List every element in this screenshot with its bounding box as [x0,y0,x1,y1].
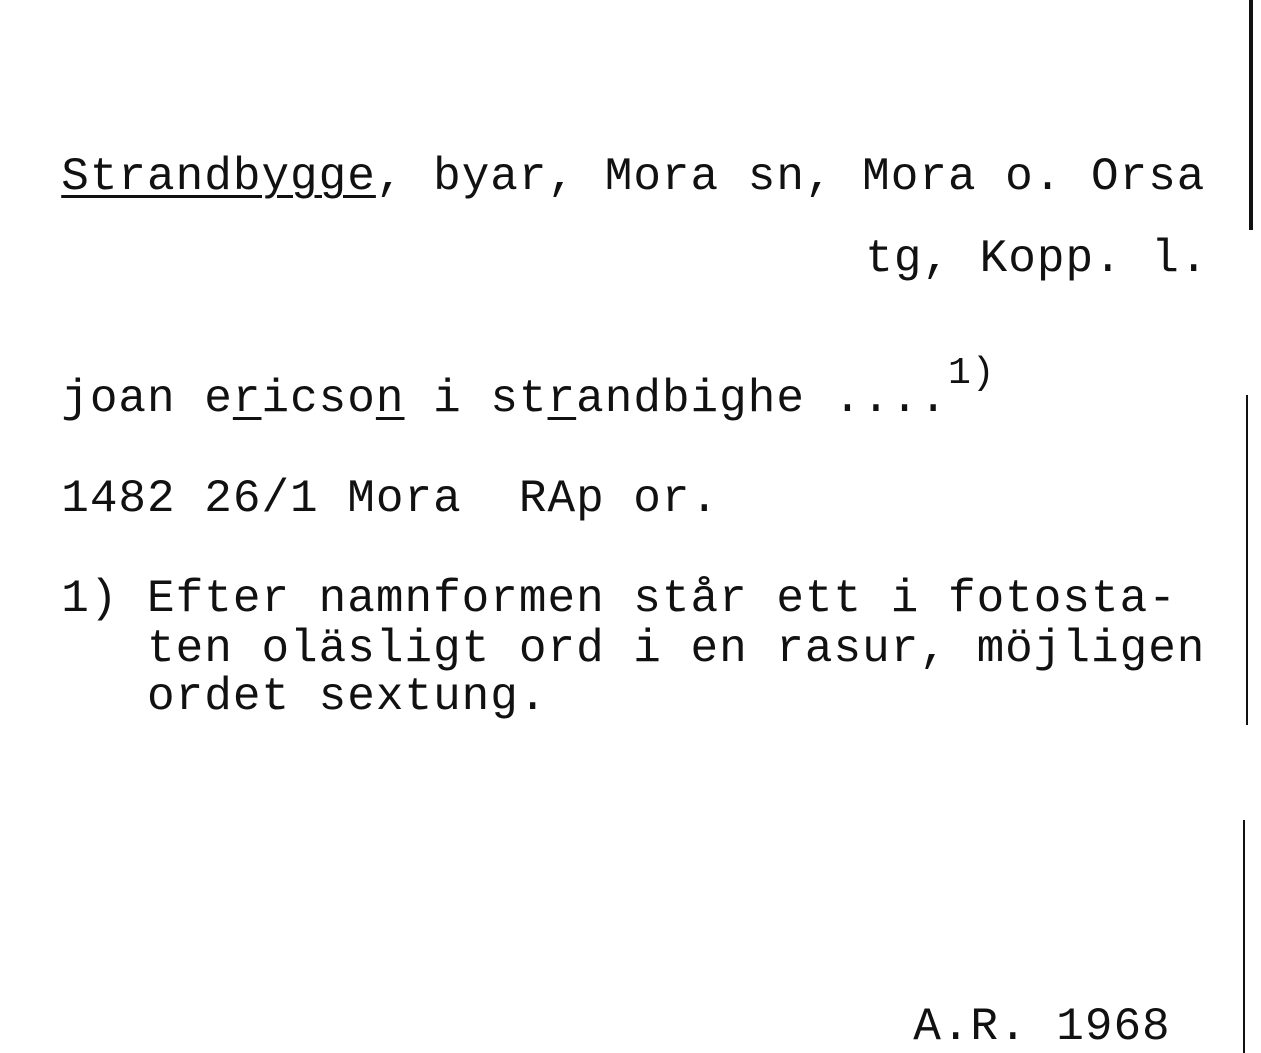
card-edge-middle [1246,395,1248,725]
header-rest: , byar, Mora sn, Mora o. Orsa [375,151,1206,203]
footnote-text: 1) Efter namnformen står ett i fotosta- [61,573,1177,625]
footnote-marker: 1) [948,352,996,395]
footnote-text: ordet sextung. [61,671,548,723]
card-edge-top [1249,0,1253,230]
footnote-text: ten oläsligt ord i en rasur, möjligen [61,623,1206,675]
citation-text: icso [261,373,376,425]
footnote-line-3 [4,628,548,723]
card-edge-bottom [1243,820,1245,1053]
citation-underlined: r [232,373,262,425]
signature [856,958,1171,1053]
citation-text: joan e [61,373,233,425]
citation-text: i st [404,373,548,425]
header-line-2 [808,190,1209,285]
headword: Strandbygge [61,151,376,203]
header-line-1 [4,108,1206,203]
header-continuation: tg, Kopp. l. [865,233,1209,285]
source-reference: 1482 26/1 Mora RAp or. [61,473,720,525]
citation-text: andbighe .... [576,373,948,425]
citation-underlined: n [375,373,405,425]
citation-underlined: r [547,373,577,425]
source-line [4,430,720,525]
citation-line [4,330,996,425]
signature-text: A.R. 1968 [913,1001,1171,1053]
